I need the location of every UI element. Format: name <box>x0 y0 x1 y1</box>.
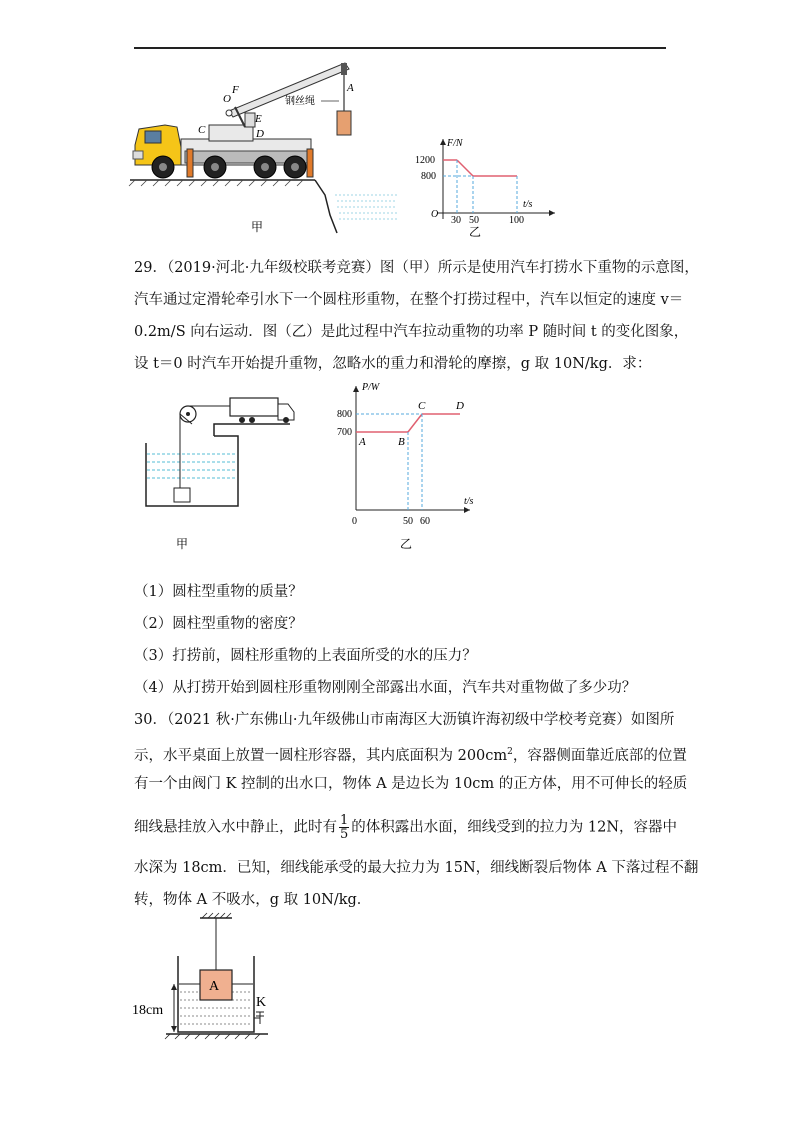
caption-left: 甲 <box>251 220 264 234</box>
label-d: D <box>256 128 264 140</box>
graph2-origin: 0 <box>352 516 357 527</box>
q30-figure <box>130 910 300 1042</box>
fraction-denominator: 5 <box>340 827 349 842</box>
q30-line-1: 30．（2021 秋·广东佛山·九年级佛山市南海区大沥镇许海初级中学校考竞赛）如图所 <box>134 712 675 728</box>
graph2-y-label: P/W <box>362 382 380 393</box>
graph1-origin: O <box>431 209 439 220</box>
q30-line-4b: 的体积露出水面，细线受到的拉力为 12N，容器中 <box>351 819 678 836</box>
graph2-point-d: D <box>456 400 464 412</box>
label-e: E <box>255 113 262 125</box>
label-a: A <box>347 82 354 94</box>
power-time-graph <box>337 382 474 551</box>
q29-line-1: 29．（2019·河北·九年级校联考竞赛）图（甲）所示是使用汽车打捞水下重物的示意图， <box>134 260 699 276</box>
block-a-label: A <box>209 979 220 994</box>
q30-line-5: 水深为 18cm．已知，细线能承受的最大拉力为 15N，细线断裂后物体 A 下落过程不翻 <box>134 860 699 876</box>
q29-line-4: 设 t＝0 时汽车开始提升重物，忽略水的重力和滑轮的摩擦，g 取 10N/kg．求： <box>134 356 652 372</box>
force-time-graph <box>415 138 555 239</box>
q30-line-2b: ，容器侧面靠近底部的位置 <box>512 747 687 764</box>
graph2-xtick: 60 <box>420 516 430 527</box>
q29-line-2: 汽车通过定滑轮牵引水下一个圆柱形重物，在整个打捞过程中，汽车以恒定的速度 v＝ <box>134 292 684 308</box>
graph1-y-label: F/N <box>447 138 463 149</box>
q30-line-2 <box>134 742 687 766</box>
graph2-point-a: A <box>359 436 366 448</box>
graph2-point-c: C <box>418 400 426 412</box>
graph1-x-label: t/s <box>523 199 533 210</box>
graph1-xtick: 30 <box>451 215 461 226</box>
graph1-ytick: 1200 <box>415 155 435 166</box>
fraction <box>339 814 349 841</box>
graph2-ytick: 700 <box>337 427 352 438</box>
q29-caption-left: 甲 <box>176 537 189 551</box>
q30-line-2a: 示，水平桌面上放置一圆柱形容器，其内底面积为 200cm <box>134 747 508 764</box>
graph2-ytick: 800 <box>337 409 352 420</box>
valve-k-label: K <box>256 995 267 1010</box>
q29-sub-4: （4）从打捞开始到圆柱形重物刚刚全部露出水面，汽车共对重物做了多少功？ <box>134 680 637 696</box>
graph1-xtick: 100 <box>509 215 524 226</box>
q29-line-3: 0.2m/S 向右运动．图（乙）是此过程中汽车拉动重物的功率 P 随时间 t 的变化图象， <box>134 324 689 340</box>
graph2-point-b: B <box>398 436 405 448</box>
label-c: C <box>198 124 206 136</box>
graph2-xtick: 50 <box>403 516 413 527</box>
q29-figure <box>130 378 500 553</box>
header-rule <box>134 47 666 49</box>
graph1-xtick: 50 <box>469 215 479 226</box>
q30-line-3: 有一个由阀门 K 控制的出水口，物体 A 是边长为 10cm 的正方体，用不可伸长的轻质 <box>134 776 688 792</box>
label-rope: 钢丝绳 <box>285 96 315 107</box>
graph2-x-label: t/s <box>464 496 474 507</box>
label-o: O <box>223 93 231 105</box>
graph1-ytick: 800 <box>421 171 436 182</box>
q30-line-6: 转，物体 A 不吸水，g 取 10N/kg． <box>134 892 372 908</box>
q29-caption-right: 乙 <box>400 537 413 551</box>
q30-line-4 <box>134 814 677 841</box>
q30-line-4a: 细线悬挂放入水中静止，此时有 <box>134 819 337 836</box>
caption-right: 乙 <box>469 225 482 239</box>
q29-sub-3: （3）打捞前，圆柱形重物的上表面所受的水的压力？ <box>134 648 477 664</box>
fraction-numerator: 1 <box>340 813 349 828</box>
q29-sub-1: （1）圆柱型重物的质量？ <box>134 584 303 600</box>
label-f: F <box>232 84 239 96</box>
crane-truck-figure <box>125 55 565 240</box>
depth-label: 18cm <box>132 1003 164 1018</box>
q29-sub-2: （2）圆柱型重物的密度？ <box>134 616 303 632</box>
q30-line-2-sup: 2 <box>507 747 513 757</box>
